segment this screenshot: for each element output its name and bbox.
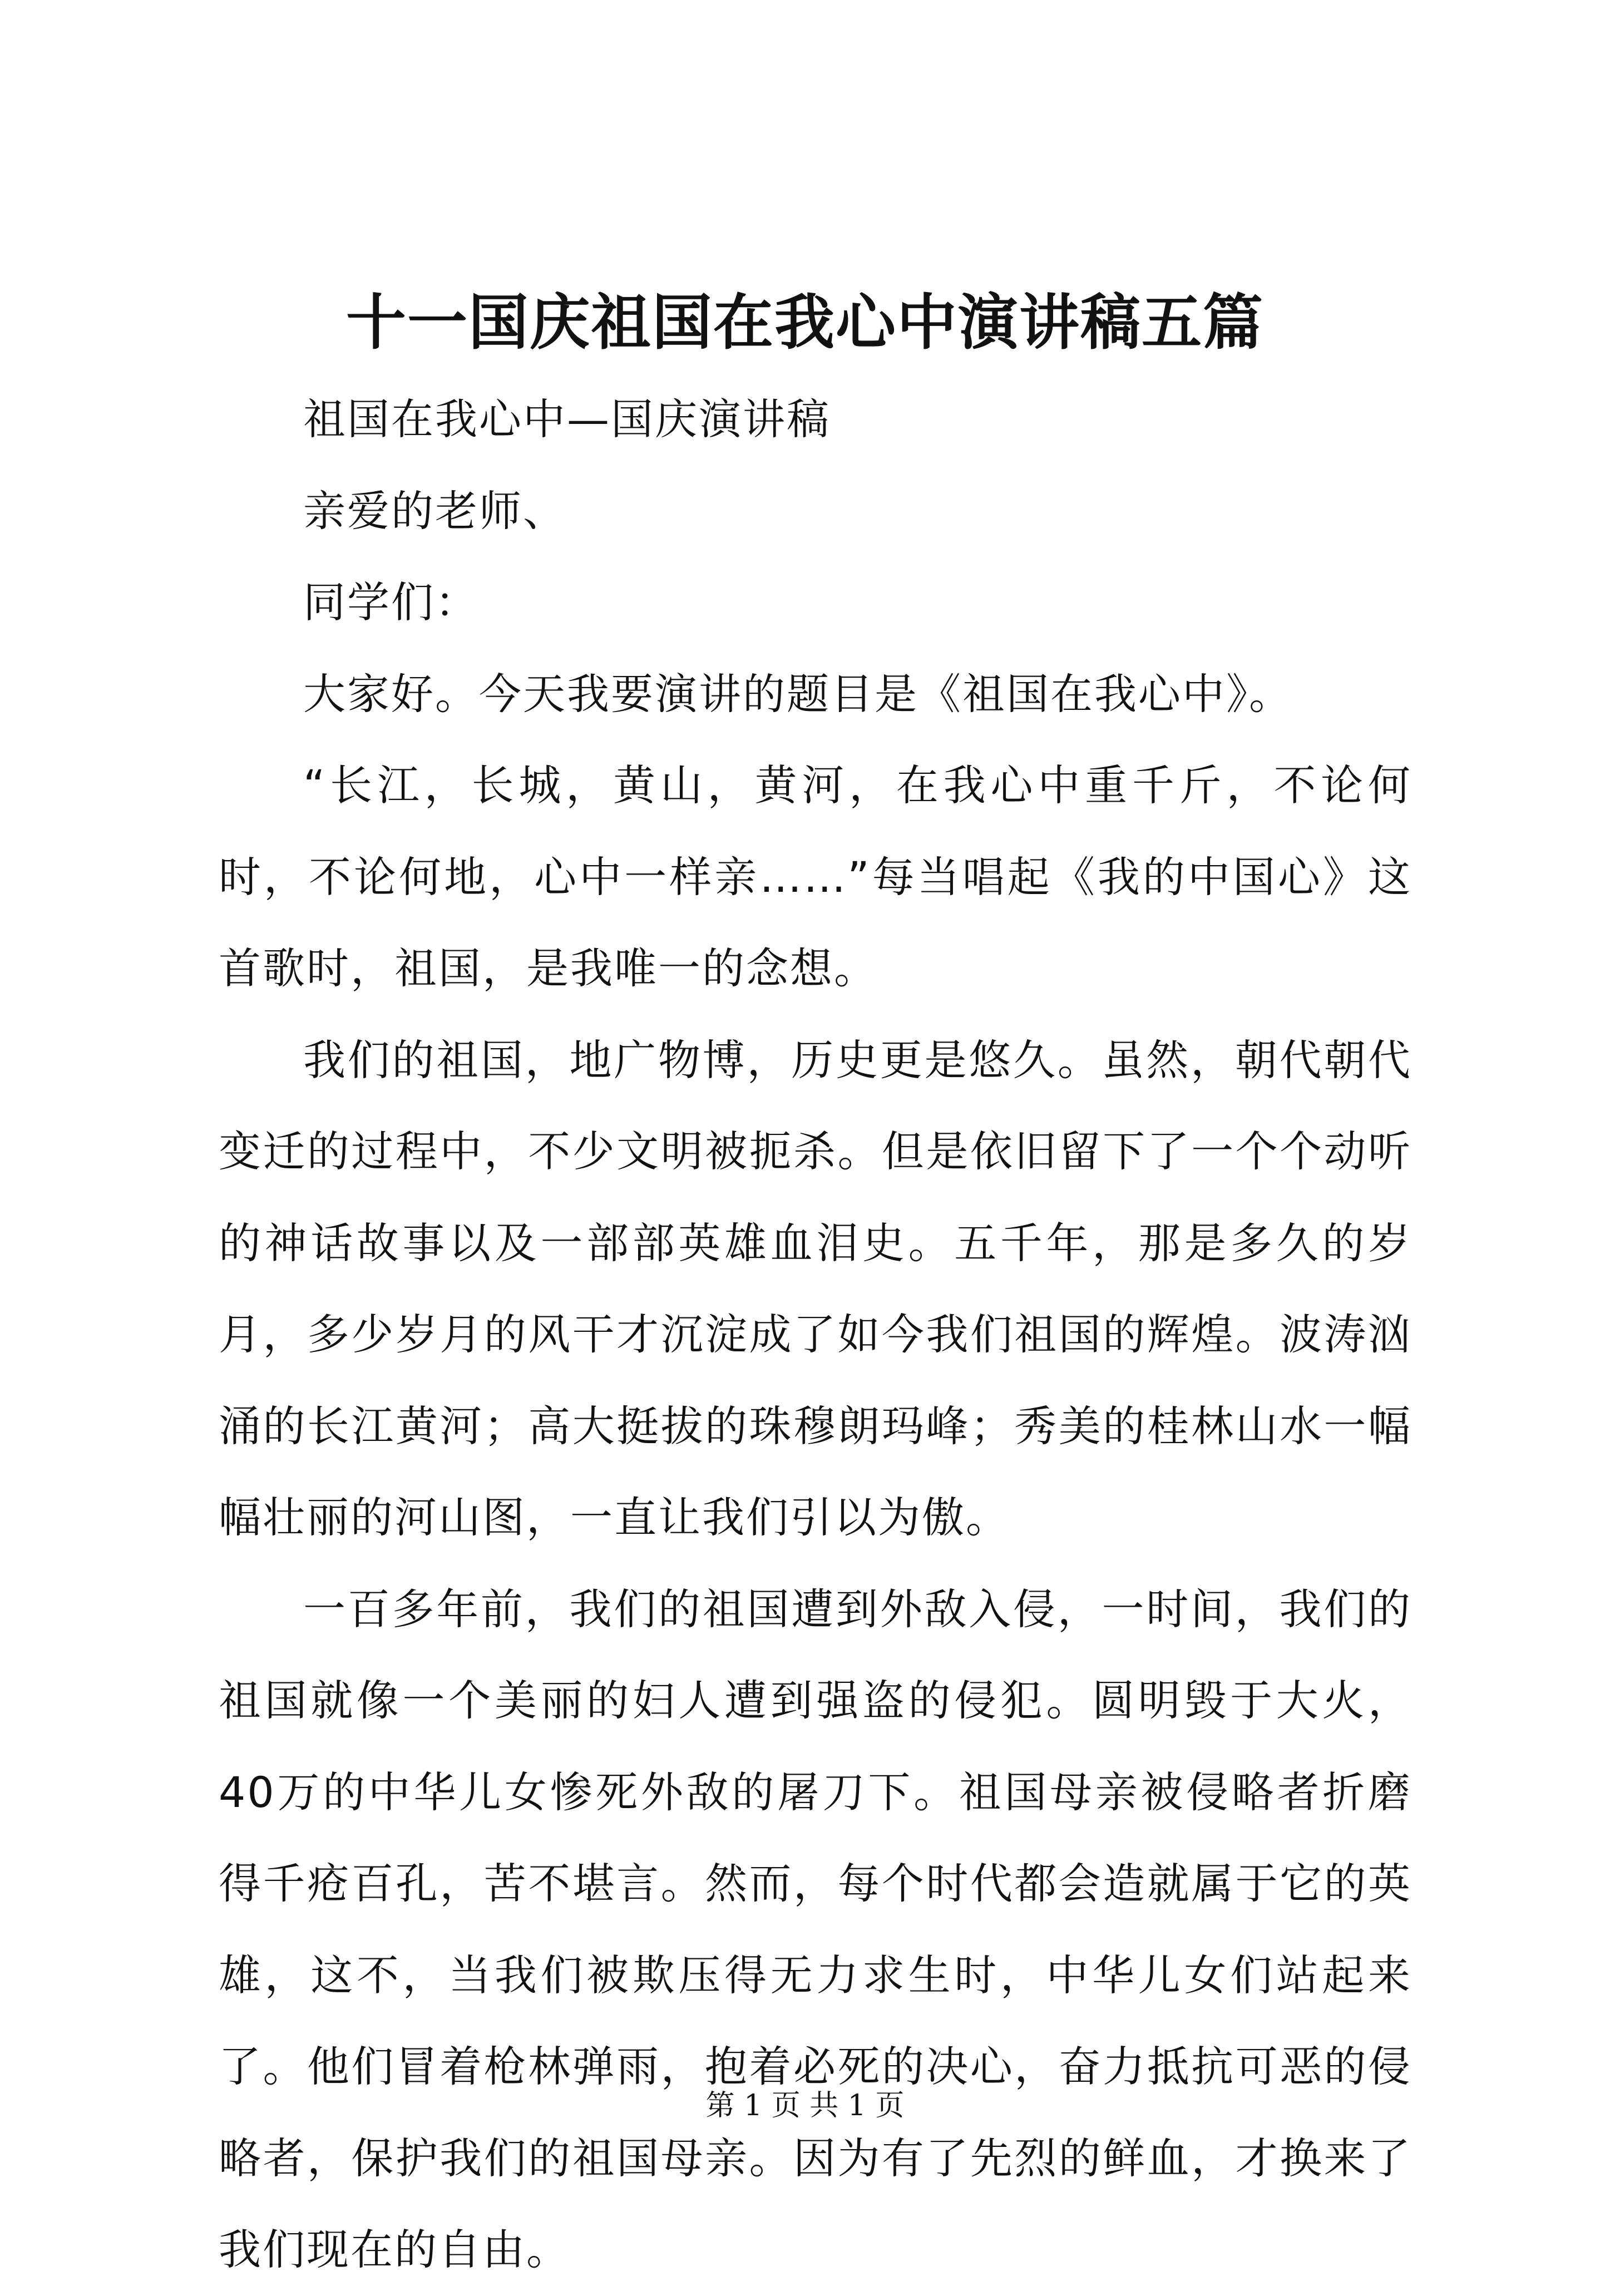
page-number-footer: 第 1 页 共 1 页: [705, 2089, 905, 2122]
paragraph-intro: 大家好。今天我要演讲的题目是《祖国在我心中》。: [303, 669, 1293, 719]
paragraph-invasion: 一百多年前，我们的祖国遭到外敌入侵，一时间，我们的祖国就像一个美丽的妇人遭到强盗的侵犯。圆明毁于大火，40万的中华儿女惨死外敌的屠刀下。祖国母亲被侵略者折磨得千疮百孔，苦不堪言。然而，每个时代都会造就属于它的英雄，这不，当我们被欺压得无力求生时，中华儿女们站起来了。他们冒着枪林弹雨，抱着必死的决心，奋力抵抗可恶的侵略者，保护我们的祖国母亲。因为有了先烈的鲜血，才换来了我们现在的自由。: [219, 1584, 1412, 2274]
paragraph-subtitle: 祖国在我心中—国庆演讲稿: [303, 394, 831, 444]
paragraph-history: 我们的祖国，地广物博，历史更是悠久。虽然，朝代朝代变迁的过程中，不少文明被扼杀。但是依旧留下了一个个动听的神话故事以及一部部英雄血泪史。五千年，那是多久的岁月，多少岁月的风干才沉淀成了如今我们祖国的辉煌。波涛汹涌的长江黄河；高大挺拔的珠穆朗玛峰；秀美的桂林山水一幅幅壮丽的河山图，一直让我们引以为傲。: [219, 1035, 1412, 1542]
paragraph-greeting-students: 同学们：: [303, 577, 479, 627]
document-title: 十一国庆祖国在我心中演讲稿五篇: [345, 288, 1264, 358]
document-body: [219, 374, 1412, 2296]
paragraph-song: “长江，长城，黄山，黄河，在我心中重千斤，不论何时，不论何地，心中一样亲……”每当唱起《我的中国心》这首歌时，祖国，是我唯一的念想。: [219, 761, 1412, 993]
paragraph-greeting-teachers: 亲爱的老师、: [303, 486, 567, 536]
